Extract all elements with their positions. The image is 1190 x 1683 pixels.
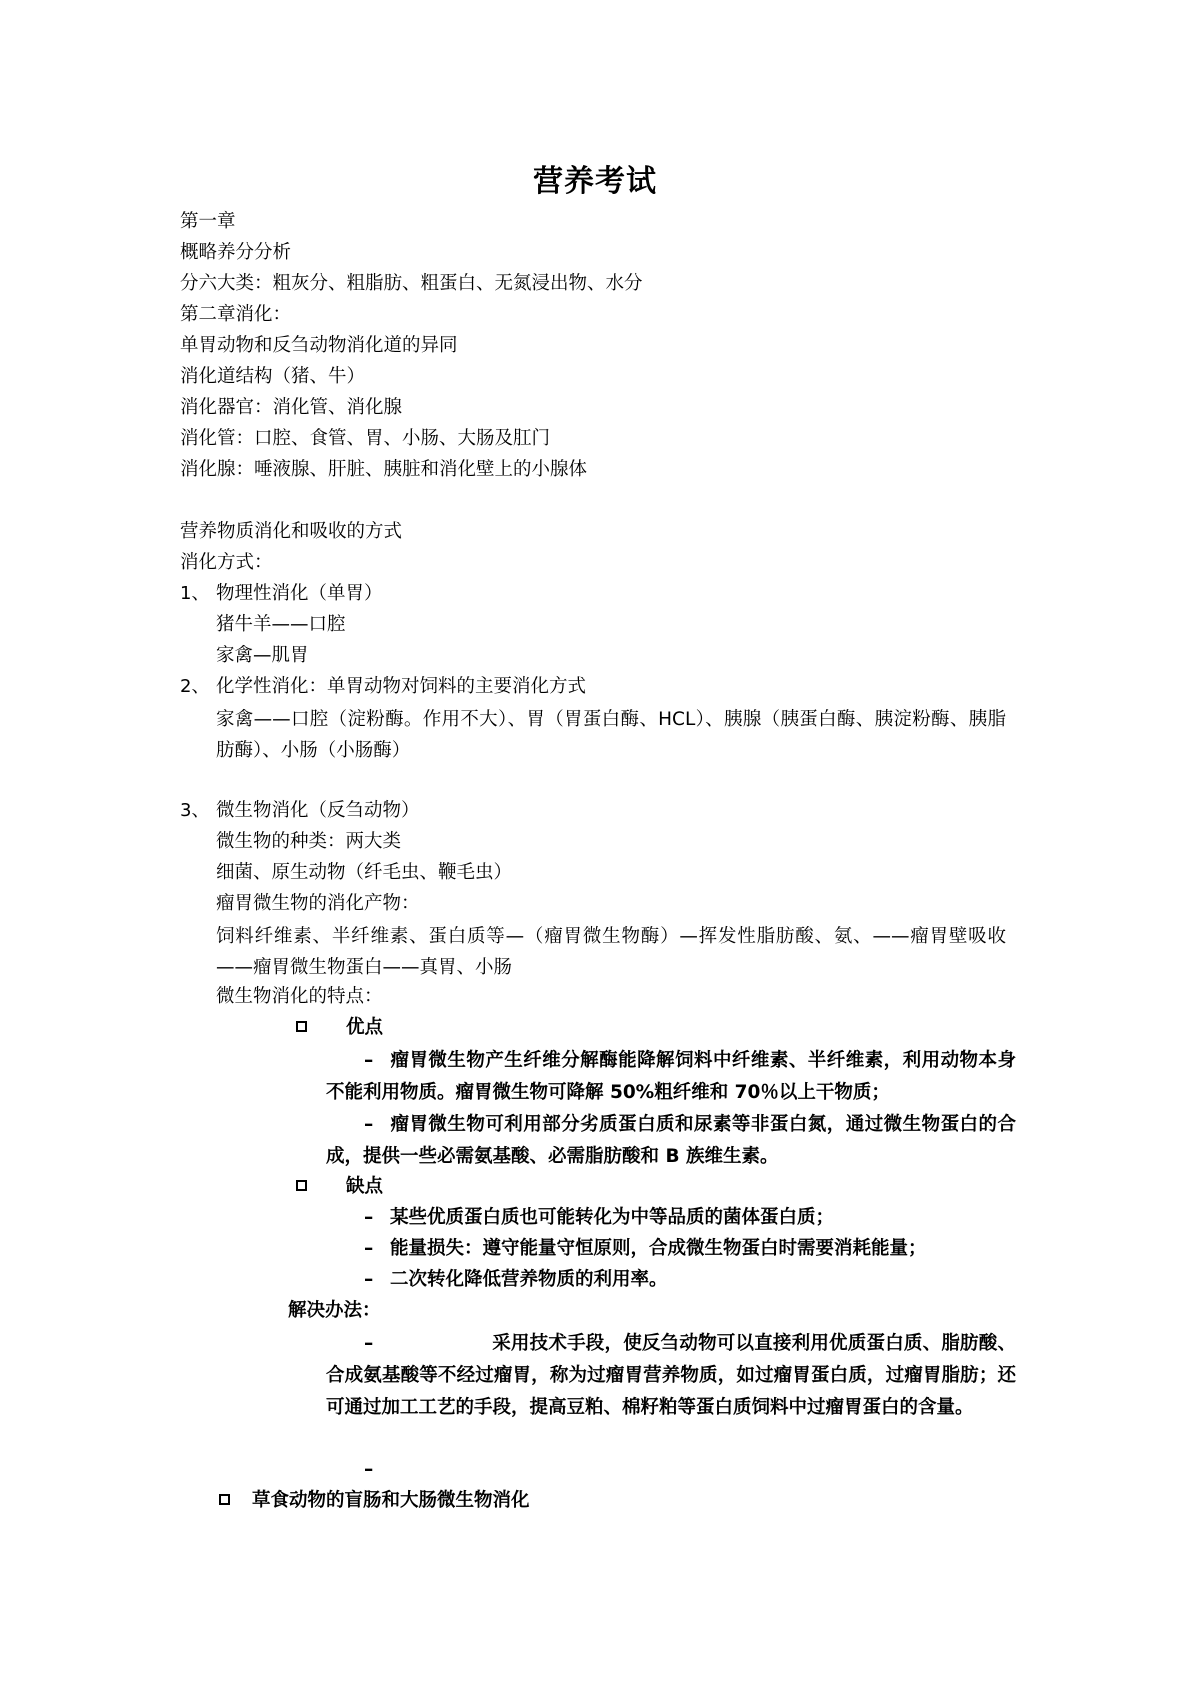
pros-point [326, 1045, 1016, 1109]
solution-heading: 解决办法： [288, 1300, 381, 1321]
text-line: 单胃动物和反刍动物消化道的异同 [180, 335, 458, 356]
page-title: 营养考试 [533, 164, 657, 199]
text-line: 瘤胃微生物的消化产物： [216, 893, 420, 914]
checkbox-square-icon [296, 1180, 307, 1191]
solution-point [326, 1328, 1016, 1424]
solution-text: 采用技术手段，使反刍动物可以直接利用优质蛋白质、脂肪酸、合成氨基酸等不经过瘤胃，称为过瘤胃营养物质，如过瘤胃蛋白质，过瘤胃脂肪；还可通过加工工艺的手段，提高豆粕、棉籽粕等蛋白质饲料中过瘤胃蛋白的含量。 [326, 1333, 1016, 1418]
text-paragraph: 饲料纤维素、半纤维素、蛋白质等—（瘤胃微生物酶）—挥发性脂肪酸、氨、——瘤胃壁吸收——瘤胃微生物蛋白——真胃、小肠 [216, 926, 1006, 978]
dash-mark: – [364, 1050, 374, 1071]
text-line: 猪牛羊——口腔 [216, 614, 346, 635]
cons-text: 二次转化降低营养物质的利用率。 [390, 1269, 668, 1290]
dash-mark: – [364, 1207, 374, 1228]
cons-point [364, 1235, 927, 1263]
pros-text: 瘤胃微生物可利用部分劣质蛋白质和尿素等非蛋白氮，通过微生物蛋白的合成，提供一些必需氨基酸、必需脂肪酸和 B 族维生素。 [326, 1114, 1016, 1167]
cons-text: 能量损失：遵守能量守恒原则，合成微生物蛋白时需要消耗能量； [390, 1238, 927, 1259]
pros-heading: 优点 [346, 1017, 384, 1038]
pros-text: 瘤胃微生物产生纤维分解酶能降解饲料中纤维素、半纤维素，利用动物本身不能利用物质。瘤胃微生物可降解 50%粗纤维和 70％以上干物质； [326, 1050, 1016, 1103]
checkbox-square-icon [296, 1021, 307, 1032]
text-line: 分六大类：粗灰分、粗脂肪、粗蛋白、无氮浸出物、水分 [180, 273, 643, 294]
section-heading: 草食动物的盲肠和大肠微生物消化 [252, 1490, 530, 1511]
checkbox-square-icon [219, 1494, 230, 1505]
text-line: 营养物质消化和吸收的方式 [180, 521, 403, 542]
dash-mark: – [364, 1114, 374, 1135]
cons-heading: 缺点 [346, 1176, 384, 1197]
text-line: 消化方式： [180, 552, 273, 573]
dash-mark: – [364, 1333, 374, 1354]
cons-point [364, 1266, 668, 1294]
list-number: 2、 [180, 676, 210, 697]
text-line: 概略养分分析 [180, 242, 292, 263]
text-line: 家禽—肌胃 [216, 645, 309, 666]
dash-mark: – [364, 1269, 374, 1290]
list-item: 化学性消化：单胃动物对饲料的主要消化方式 [216, 676, 587, 697]
text-line: 消化器官：消化管、消化腺 [180, 397, 403, 418]
text-paragraph: 家禽——口腔（淀粉酶。作用不大）、胃（胃蛋白酶、HCL）、胰腺（胰蛋白酶、胰淀粉酶、胰脂肪酶）、小肠（小肠酶） [216, 709, 1006, 761]
dash-mark: – [364, 1459, 374, 1480]
text-line: 消化道结构（猪、牛） [180, 366, 366, 387]
list-item: 微生物消化（反刍动物） [216, 800, 420, 821]
cons-point [364, 1204, 834, 1232]
text-line: 微生物的种类：两大类 [216, 831, 402, 852]
list-number: 1、 [180, 583, 210, 604]
text-line: 细菌、原生动物（纤毛虫、鞭毛虫） [216, 862, 513, 883]
text-line: 消化腺：唾液腺、肝脏、胰脏和消化壁上的小腺体 [180, 459, 588, 480]
text-line: 消化管：口腔、食管、胃、小肠、大肠及肛门 [180, 428, 551, 449]
cons-text: 某些优质蛋白质也可能转化为中等品质的菌体蛋白质； [390, 1207, 835, 1228]
chapter-1-heading: 第一章 [180, 211, 236, 232]
text-line: 微生物消化的特点： [216, 986, 383, 1007]
pros-point [326, 1109, 1016, 1173]
chapter-2-heading: 第二章消化： [180, 304, 292, 325]
list-number: 3、 [180, 800, 210, 821]
list-item: 物理性消化（单胃） [216, 583, 383, 604]
dash-mark: – [364, 1238, 374, 1259]
